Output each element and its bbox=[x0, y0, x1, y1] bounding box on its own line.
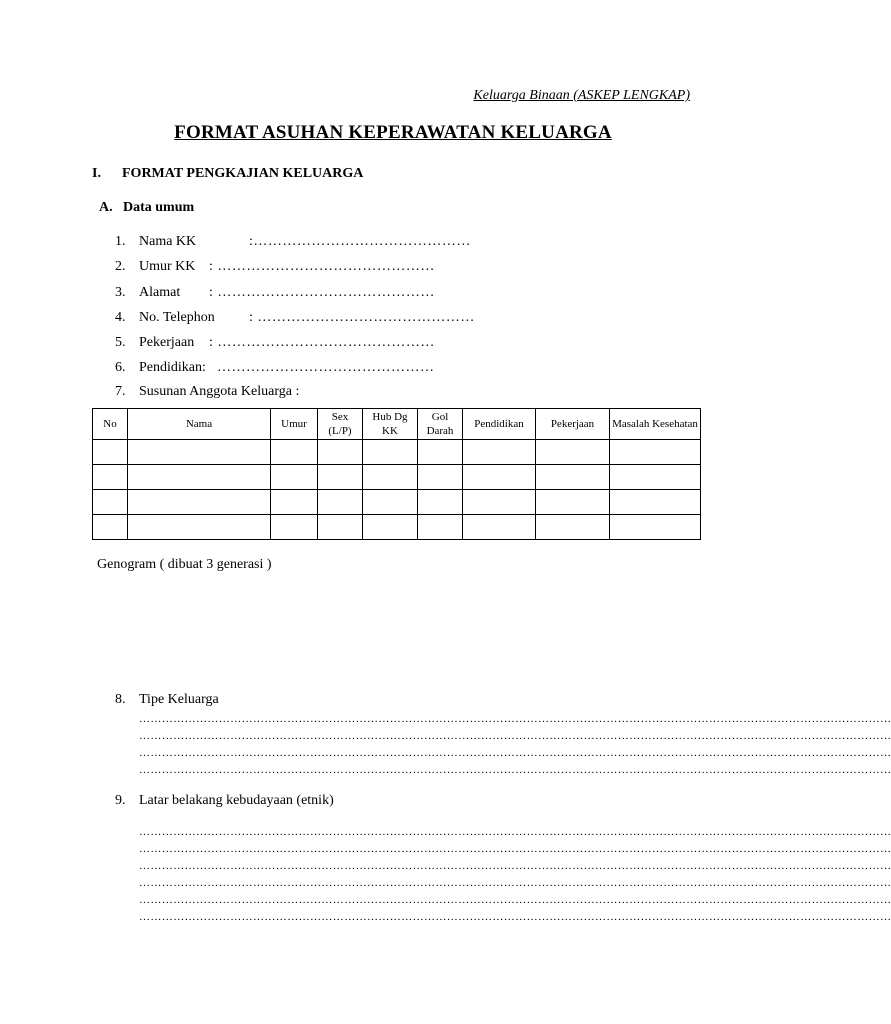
field-latar-belakang: 9. Latar belakang kebudayaan (etnik) bbox=[115, 793, 334, 808]
column-header-umur: Umur bbox=[271, 409, 318, 440]
field-tipe-keluarga: 8. Tipe Keluarga bbox=[115, 692, 219, 707]
fill-line[interactable]: ……………………………………………………………………………………………………………………………………………………………………………… bbox=[139, 911, 891, 923]
column-header-pekerjaan: Pekerjaan bbox=[536, 409, 610, 440]
field-pekerjaan: 5. Pekerjaan : ……………………………………… bbox=[115, 335, 435, 350]
fill-line[interactable]: ……………………………………………………………………………………………………………………………………………………………………………… bbox=[139, 730, 891, 742]
fill-line: : ……………………………………… bbox=[209, 335, 435, 350]
fill-line[interactable]: ……………………………………………………………………………………………………………………………………………………………………………… bbox=[139, 843, 891, 855]
column-header-no: No bbox=[93, 409, 128, 440]
section-label: FORMAT PENGKAJIAN KELUARGA bbox=[122, 166, 364, 181]
fill-line: ……………………………………… bbox=[213, 360, 435, 375]
header-note: Keluarga Binaan (ASKEP LENGKAP) bbox=[473, 88, 690, 103]
fill-line: : ……………………………………… bbox=[209, 285, 435, 300]
column-header-pendidikan: Pendidikan bbox=[463, 409, 536, 440]
genogram-label: Genogram ( dibuat 3 generasi ) bbox=[97, 557, 272, 572]
table-header-row bbox=[93, 409, 701, 440]
fill-line[interactable]: ……………………………………………………………………………………………………………………………………………………………………………… bbox=[139, 894, 891, 906]
fill-line: : ……………………………………… bbox=[209, 259, 435, 274]
field-pendidikan: 6. Pendidikan: ……………………………………… bbox=[115, 360, 435, 375]
table-row bbox=[93, 490, 701, 515]
field-susunan-anggota: 7. Susunan Anggota Keluarga : bbox=[115, 384, 300, 399]
section-heading-1 bbox=[92, 166, 363, 182]
subsection-number: A. bbox=[99, 200, 113, 215]
column-header-hub: Hub Dg KK bbox=[363, 409, 418, 440]
table-row bbox=[93, 465, 701, 490]
fill-line[interactable]: ……………………………………………………………………………………………………………………………………………………………………………… bbox=[139, 877, 891, 889]
table-row bbox=[93, 515, 701, 540]
field-alamat: 3. Alamat : ……………………………………… bbox=[115, 285, 435, 300]
page-title: FORMAT ASUHAN KEPERAWATAN KELUARGA bbox=[174, 122, 612, 143]
fill-line: :……………………………………… bbox=[249, 234, 471, 249]
column-header-gol: Gol Darah bbox=[418, 409, 463, 440]
section-number: I. bbox=[92, 166, 101, 181]
subsection-heading-a bbox=[99, 200, 194, 216]
column-header-masalah: Masalah Kesehatan bbox=[610, 409, 701, 440]
column-header-sex: Sex (L/P) bbox=[318, 409, 363, 440]
fill-line[interactable]: ……………………………………………………………………………………………………………………………………………………………………………… bbox=[139, 713, 891, 725]
field-no-telephon: 4. No. Telephon : ……………………………………… bbox=[115, 310, 475, 325]
field-umur-kk: 2. Umur KK : ……………………………………… bbox=[115, 259, 435, 274]
family-members-table bbox=[92, 408, 701, 540]
fill-line[interactable]: ……………………………………………………………………………………………………………………………………………………………………………… bbox=[139, 860, 891, 872]
field-nama-kk: 1. Nama KK :……………………………………… bbox=[115, 234, 471, 249]
fill-line: : ……………………………………… bbox=[249, 310, 475, 325]
subsection-label: Data umum bbox=[123, 200, 195, 215]
fill-line[interactable]: ……………………………………………………………………………………………………………………………………………………………………………… bbox=[139, 826, 891, 838]
fill-line[interactable]: ……………………………………………………………………………………………………………………………………………………………………………… bbox=[139, 747, 891, 759]
table-row bbox=[93, 440, 701, 465]
fill-line[interactable]: ……………………………………………………………………………………………………………………………………………………………………………… bbox=[139, 764, 891, 776]
column-header-nama: Nama bbox=[128, 409, 271, 440]
